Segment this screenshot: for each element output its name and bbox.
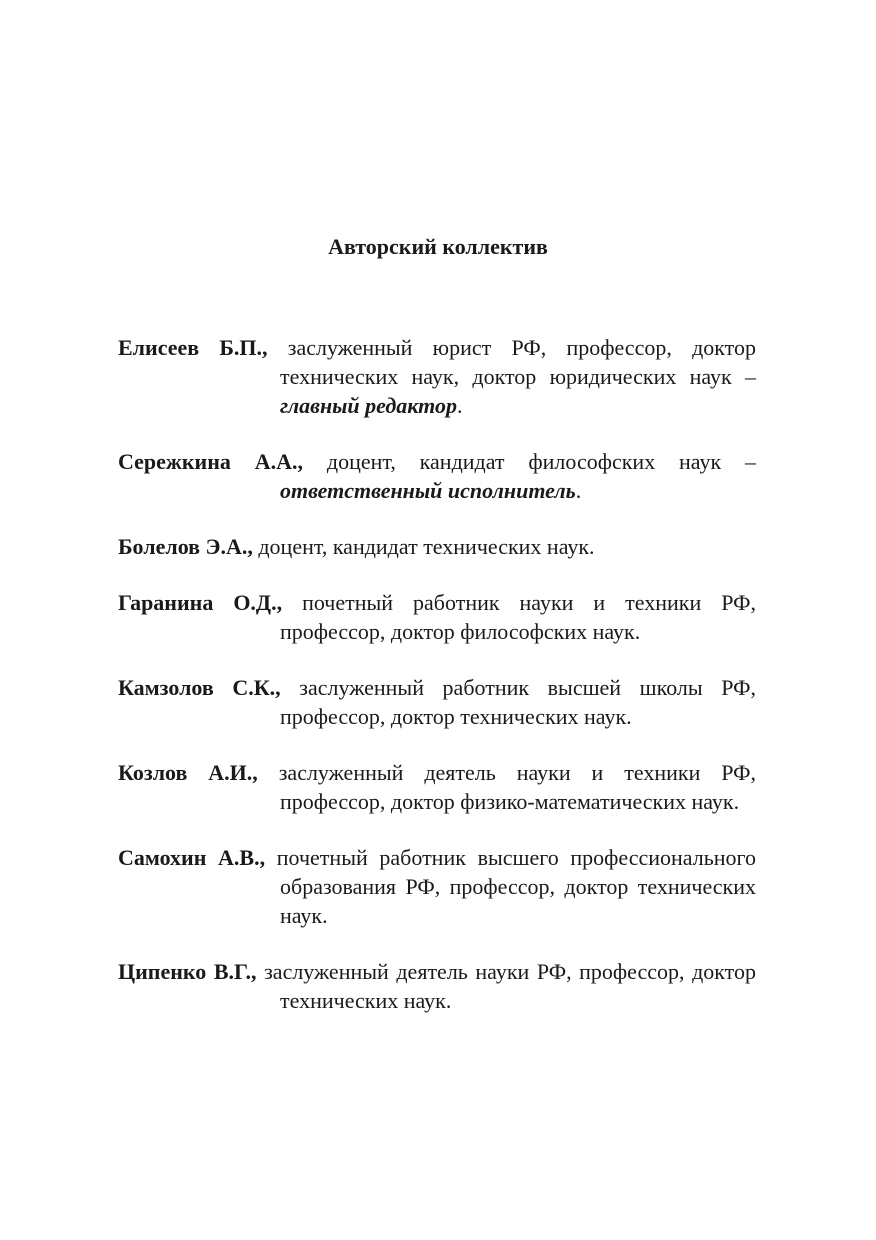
- author-name: Сережкина А.А.,: [118, 449, 304, 474]
- author-entry: [118, 333, 756, 420]
- author-entry: [118, 588, 756, 646]
- author-tail: .: [575, 478, 582, 503]
- author-description: доцент, кандидат технических наук.: [252, 534, 595, 559]
- page-title: Авторский коллектив: [328, 234, 548, 259]
- author-description: заслуженный деятель науки и техники РФ, профессор, доктор физико-математических наук.: [257, 760, 757, 814]
- author-name: Елисеев Б.П.,: [118, 335, 268, 360]
- author-entry: [118, 447, 756, 505]
- author-name: Козлов А.И.,: [118, 760, 258, 785]
- author-description: доцент, кандидат философских наук –: [303, 449, 756, 474]
- author-entry: [118, 957, 756, 1015]
- author-name: Самохин А.В.,: [118, 845, 266, 870]
- author-list: [118, 333, 756, 1015]
- author-entry: [118, 843, 756, 930]
- author-description: заслуженный деятель науки РФ, профессор, доктор технических наук.: [256, 959, 756, 1013]
- author-description: почетный работник высшего профессионального образования РФ, профессор, доктор технических наук.: [265, 845, 756, 928]
- author-entry: [118, 758, 756, 816]
- author-role: ответственный исполнитель: [280, 478, 576, 503]
- author-description: почетный работник науки и техники РФ, профессор, доктор философских наук.: [280, 590, 756, 644]
- author-entry: [118, 532, 756, 561]
- author-tail: .: [456, 393, 463, 418]
- author-name: Болелов Э.А.,: [118, 534, 253, 559]
- author-role: главный редактор: [280, 393, 457, 418]
- author-name: Ципенко В.Г.,: [118, 959, 257, 984]
- author-description: заслуженный юрист РФ, профессор, доктор технических наук, доктор юридических наук –: [267, 335, 756, 389]
- author-entry: [118, 673, 756, 731]
- author-name: Гаранина О.Д.,: [118, 590, 283, 615]
- author-description: заслуженный работник высшей школы РФ, профессор, доктор технических наук.: [280, 675, 756, 729]
- author-name: Камзолов С.К.,: [118, 675, 281, 700]
